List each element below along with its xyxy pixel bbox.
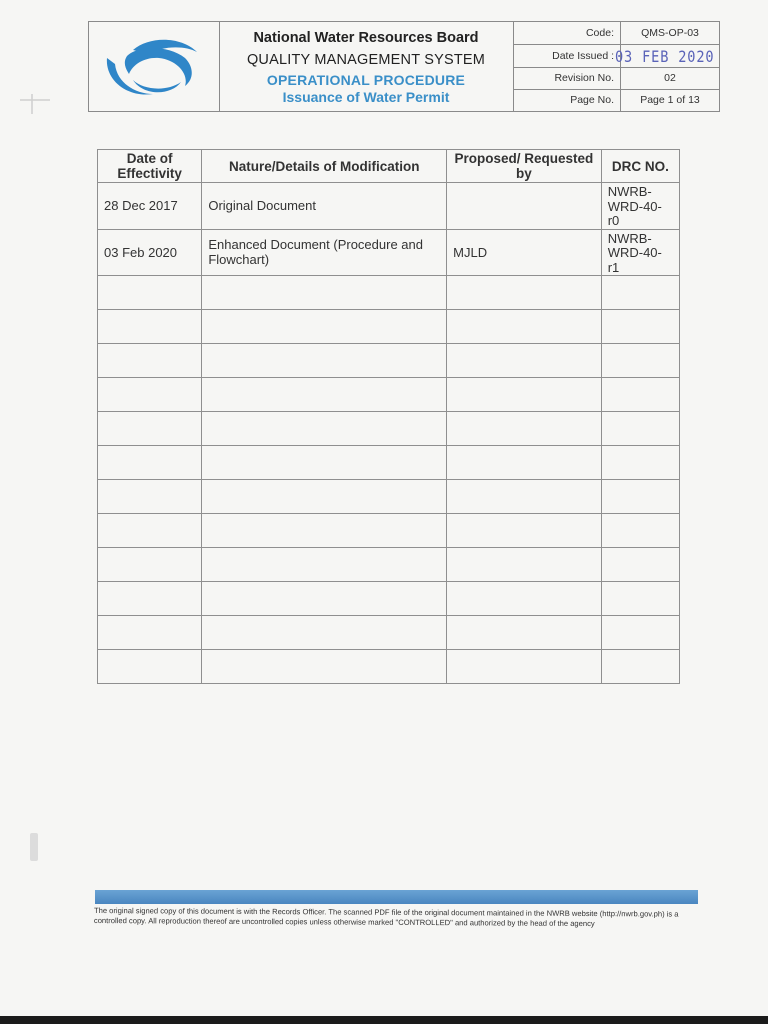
empty-cell xyxy=(202,514,447,548)
revision-row xyxy=(513,67,719,90)
col-date-header: Date of Effectivity xyxy=(98,150,202,183)
empty-cell xyxy=(601,446,679,480)
cell-date: 28 Dec 2017 xyxy=(98,183,202,230)
empty-cell xyxy=(601,344,679,378)
table-row-empty xyxy=(98,344,680,378)
table-row xyxy=(98,229,680,276)
empty-cell xyxy=(601,378,679,412)
empty-cell xyxy=(447,480,602,514)
empty-cell xyxy=(202,480,447,514)
table-header-row xyxy=(98,150,680,183)
cell-requested-by: MJLD xyxy=(447,229,602,276)
empty-cell xyxy=(98,548,202,582)
cell-requested-by xyxy=(447,183,602,230)
footer-notice: The original signed copy of this document is with the Records Officer. The scanned PDF file of the original document maintained in the NWRB website (http://nwrb.gov.ph) is a controlled copy. All reproduction thereof are uncontrolled copies unless otherwise marked "CONTROLLED" and authorized by the head of the agency xyxy=(93,906,679,929)
revision-label: Revision No. xyxy=(513,67,621,89)
table-row-empty xyxy=(98,310,680,344)
table-row-empty xyxy=(98,548,680,582)
modification-table xyxy=(97,149,680,684)
document-meta xyxy=(513,22,719,111)
empty-cell xyxy=(447,310,602,344)
empty-cell xyxy=(202,582,447,616)
empty-cell xyxy=(202,616,447,650)
empty-cell xyxy=(202,548,447,582)
title-block xyxy=(219,22,514,111)
col-drc-header: DRC NO. xyxy=(601,150,679,183)
empty-cell xyxy=(447,344,602,378)
page-label: Page No. xyxy=(513,89,621,111)
empty-cell xyxy=(601,616,679,650)
empty-cell xyxy=(202,276,447,310)
empty-cell xyxy=(601,582,679,616)
empty-cell xyxy=(98,650,202,684)
table-row-empty xyxy=(98,650,680,684)
empty-cell xyxy=(98,412,202,446)
footer-bar xyxy=(95,890,698,904)
empty-cell xyxy=(601,514,679,548)
table-row-empty xyxy=(98,378,680,412)
col-requested-header: Proposed/ Requested by xyxy=(447,150,602,183)
table-row xyxy=(98,183,680,230)
table-row-empty xyxy=(98,276,680,310)
table-row-empty xyxy=(98,582,680,616)
empty-cell xyxy=(447,378,602,412)
code-label: Code: xyxy=(513,22,621,44)
code-row xyxy=(513,22,719,45)
empty-cell xyxy=(98,480,202,514)
col-details-header: Nature/Details of Modification xyxy=(202,150,447,183)
empty-cell xyxy=(601,480,679,514)
document-title: Issuance of Water Permit xyxy=(282,89,450,105)
empty-cell xyxy=(447,616,602,650)
table-row-empty xyxy=(98,514,680,548)
table-row-empty xyxy=(98,480,680,514)
empty-cell xyxy=(98,582,202,616)
empty-cell xyxy=(447,446,602,480)
empty-cell xyxy=(202,650,447,684)
empty-cell xyxy=(447,548,602,582)
empty-cell xyxy=(447,412,602,446)
empty-cell xyxy=(202,412,447,446)
binding-mark-lower xyxy=(30,833,38,861)
date-stamp: 03 FEB 2020 xyxy=(615,47,715,66)
date-row xyxy=(513,45,719,68)
cell-drc: NWRB-WRD-40-r0 xyxy=(601,183,679,230)
scan-edge xyxy=(0,1016,768,1024)
table-row-empty xyxy=(98,616,680,650)
revision-value: 02 xyxy=(664,72,676,84)
empty-cell xyxy=(447,650,602,684)
empty-cell xyxy=(202,446,447,480)
empty-cell xyxy=(98,616,202,650)
empty-cell xyxy=(98,310,202,344)
empty-cell xyxy=(98,514,202,548)
empty-cell xyxy=(601,650,679,684)
cell-date: 03 Feb 2020 xyxy=(98,229,202,276)
empty-cell xyxy=(98,446,202,480)
empty-cell xyxy=(447,276,602,310)
empty-cell xyxy=(202,378,447,412)
empty-cell xyxy=(98,344,202,378)
logo-cell xyxy=(89,22,220,111)
empty-cell xyxy=(601,412,679,446)
empty-cell xyxy=(601,548,679,582)
empty-cell xyxy=(98,378,202,412)
empty-cell xyxy=(447,514,602,548)
cell-drc: NWRB-WRD-40-r1 xyxy=(601,229,679,276)
page-value: Page 1 of 13 xyxy=(640,94,700,106)
code-value: QMS-OP-03 xyxy=(641,27,699,39)
page-row xyxy=(513,89,719,111)
system-name: QUALITY MANAGEMENT SYSTEM xyxy=(246,52,486,68)
table-row-empty xyxy=(98,412,680,446)
nwrb-logo xyxy=(97,36,209,102)
empty-cell xyxy=(202,310,447,344)
empty-cell xyxy=(601,310,679,344)
table-row-empty xyxy=(98,446,680,480)
cell-details: Original Document xyxy=(202,183,447,230)
document-header xyxy=(88,21,720,112)
empty-cell xyxy=(601,276,679,310)
date-label: Date Issued : xyxy=(513,45,621,67)
binding-mark xyxy=(20,92,50,116)
cell-details: Enhanced Document (Procedure and Flowchart) xyxy=(202,229,447,276)
org-name: National Water Resources Board xyxy=(253,30,479,46)
empty-cell xyxy=(447,582,602,616)
empty-cell xyxy=(202,344,447,378)
empty-cell xyxy=(98,276,202,310)
document-type: OPERATIONAL PROCEDURE xyxy=(266,72,466,88)
